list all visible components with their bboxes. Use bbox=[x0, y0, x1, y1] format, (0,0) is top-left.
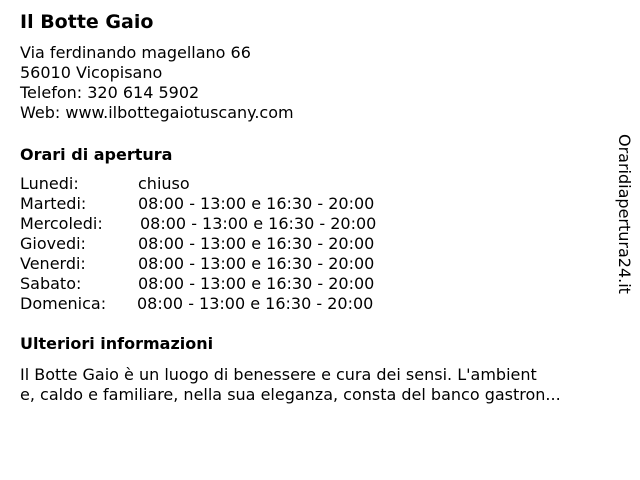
time-value: chiuso bbox=[138, 174, 190, 193]
street-address: Via ferdinando magellano 66 bbox=[20, 43, 251, 62]
info-line: e, caldo e familiare, nella sua eleganza, consta del banco gastron... bbox=[20, 385, 561, 404]
phone-number: Telefon: 320 614 5902 bbox=[20, 83, 200, 102]
day-label: Lunedi: bbox=[20, 174, 79, 193]
day-label: Giovedi: bbox=[20, 234, 86, 253]
day-label: Martedi: bbox=[20, 194, 87, 213]
contact-block bbox=[20, 43, 294, 123]
info-line: Il Botte Gaio è un luogo di benessere e cura dei sensi. L'ambient bbox=[20, 365, 537, 384]
info-description bbox=[20, 365, 600, 405]
hours-heading: Orari di apertura bbox=[20, 145, 173, 164]
day-label: Mercoledi: bbox=[20, 214, 103, 233]
time-value: 08:00 - 13:00 e 16:30 - 20:00 bbox=[138, 254, 375, 273]
website: Web: www.ilbottegaiotuscany.com bbox=[20, 103, 294, 122]
business-name: Il Botte Gaio bbox=[20, 11, 154, 33]
time-value: 08:00 - 13:00 e 16:30 - 20:00 bbox=[138, 274, 375, 293]
time-value: 08:00 - 13:00 e 16:30 - 20:00 bbox=[137, 294, 374, 313]
watermark-text: Oraridiapertura24.it bbox=[615, 134, 634, 294]
day-label: Venerdi: bbox=[20, 254, 86, 273]
site-watermark bbox=[610, 134, 636, 310]
day-label: Sabato: bbox=[20, 274, 82, 293]
day-label: Domenica: bbox=[20, 294, 107, 313]
city-address: 56010 Vicopisano bbox=[20, 63, 163, 82]
time-value: 08:00 - 13:00 e 16:30 - 20:00 bbox=[138, 194, 375, 213]
time-value: 08:00 - 13:00 e 16:30 - 20:00 bbox=[140, 214, 377, 233]
time-value: 08:00 - 13:00 e 16:30 - 20:00 bbox=[138, 234, 375, 253]
info-heading: Ulteriori informazioni bbox=[20, 334, 214, 353]
